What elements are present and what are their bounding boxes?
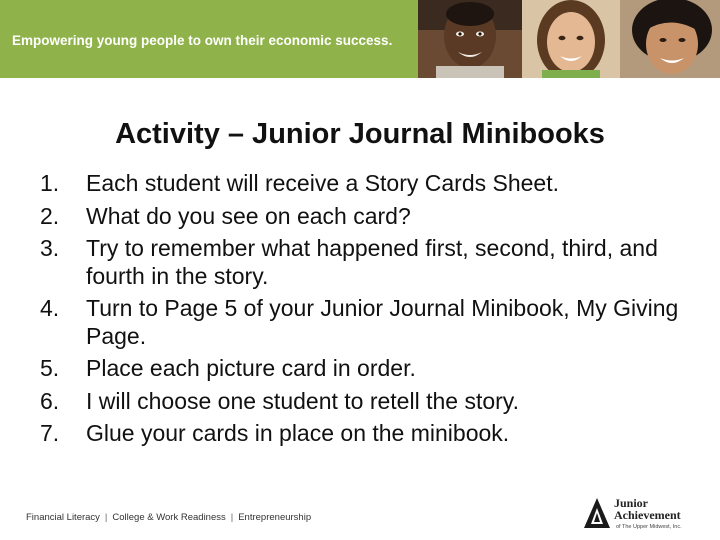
step-number: 1. [40,170,60,196]
step-item [40,203,700,231]
step-item [40,355,700,383]
step-item [40,170,700,198]
step-item [40,295,700,350]
student-photo-1 [418,0,522,78]
ja-mark-icon [584,498,610,528]
footer-programs [26,512,311,523]
step-text: Each student will receive a Story Cards Sheet. [86,170,560,196]
header-photos [418,0,720,78]
step-item [40,388,700,416]
step-text: Try to remember what happened first, second, third, and fourth in the story. [86,235,658,289]
footer-item-financial-literacy: Financial Literacy [26,512,100,523]
step-number: 4. [40,295,60,321]
step-text: Place each picture card in order. [86,355,416,381]
step-number: 6. [40,387,60,414]
junior-achievement-logo [584,494,704,536]
step-item [40,420,700,448]
slide-title: Activity – Junior Journal Minibooks [115,118,605,150]
footer-separator: | [104,512,108,523]
step-number: 2. [40,202,60,229]
step-text: I will choose one student to retell the story. [86,387,519,414]
steps-list [40,170,700,453]
step-number: 7. [40,420,60,446]
student-photo-3 [620,0,720,78]
step-text: Glue your cards in place on the minibook. [86,420,510,446]
footer-item-college-work: College & Work Readiness [112,512,226,523]
logo-subtitle: of The Upper Midwest, Inc. [616,524,682,530]
step-text: What do you see on each card? [86,202,411,229]
logo-word-achievement: Achievement [614,508,681,522]
header-banner [0,0,720,78]
step-number: 5. [40,355,60,381]
step-number: 3. [40,235,60,261]
student-photo-2 [522,0,620,78]
header-tagline: Empowering young people to own their economic success. [12,33,393,48]
step-item [40,235,700,290]
step-text: Turn to Page 5 of your Junior Journal Minibook, My Giving Page. [86,295,679,349]
footer-item-entrepreneurship: Entrepreneurship [238,512,312,523]
logo-word-junior: Junior [614,496,649,510]
footer-separator: | [230,512,234,523]
